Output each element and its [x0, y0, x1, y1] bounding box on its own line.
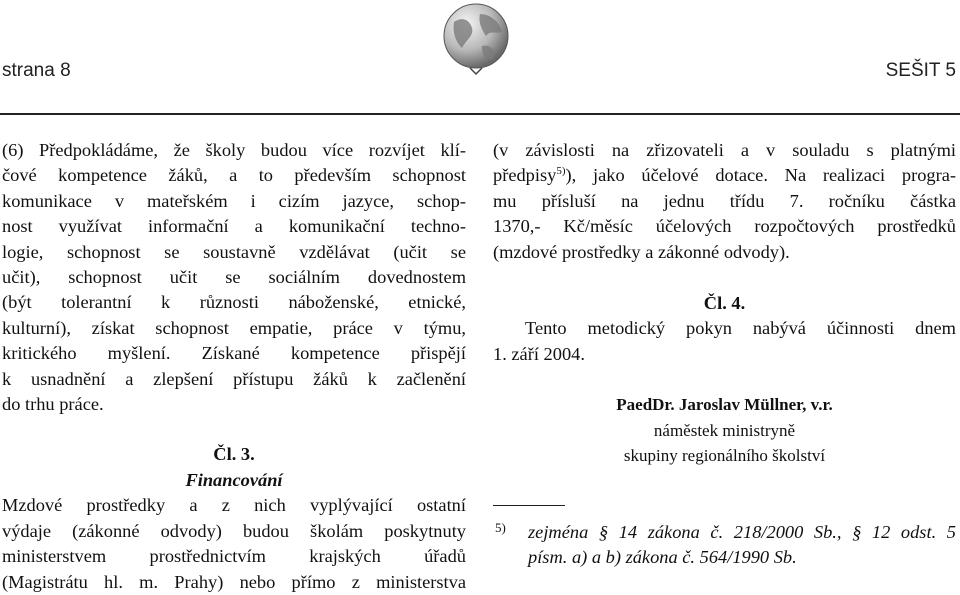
left-column [2, 138, 466, 595]
signature-name: PaedDr. Jaroslav Müllner, v.r. [616, 395, 833, 415]
para6-line: učit), schopnost učit se sociálním dovednostem [2, 267, 466, 288]
article3-title: Čl. 3. [213, 444, 255, 465]
para6-line: kritického myšlení. Získané kompetence přispějí [2, 343, 466, 364]
para6-line: k usnadnění a zlepšení přístupu žáků k začlenění [2, 368, 466, 389]
article3-line: ministerstvem prostřednictvím krajských úřadů [2, 546, 466, 567]
globe-logo-icon [440, 0, 512, 76]
footnote-line: zejména § 14 zákona č. 218/2000 Sb., § 12 odst. 5 [528, 522, 956, 542]
article4-line: 1. září 2004. [493, 343, 585, 364]
continuation-line: mu přísluší na jednu třídu 7. ročníku částka [493, 190, 956, 211]
continuation-text: předpisy [493, 165, 557, 186]
para6-line: (být tolerantní k různosti náboženské, etnické, [2, 292, 466, 313]
page-number: strana 8 [2, 60, 71, 81]
article4-title: Čl. 4. [703, 293, 746, 314]
footnote-rule [493, 505, 565, 506]
article3-line: (Magistrátu hl. m. Prahy) nebo přímo z ministerstva [2, 571, 466, 592]
para6-line: logie, schopnost se soustavně vzdělávat (učit se [2, 241, 466, 262]
issue-label: SEŠIT 5 [885, 60, 956, 81]
footnote-ref: 5) [556, 165, 566, 178]
right-column [493, 138, 956, 468]
continuation-text: ), jako účelové dotace. Na realizaci progra- [565, 165, 956, 186]
signature-role: náměstek ministryně [653, 420, 796, 440]
continuation-line: 1370,- Kč/měsíc účelových rozpočtových prostředků [493, 216, 956, 237]
article3-subtitle: Financování [185, 469, 283, 490]
header-rule [0, 113, 960, 115]
continuation-line [493, 163, 956, 188]
para6-line: do trhu práce. [2, 394, 104, 415]
article3-line: Mzdové prostředky a z nich vyplývající ostatní [2, 495, 466, 516]
footnote-line: písm. a) a b) zákona č. 564/1990 Sb. [528, 547, 797, 568]
para6-line: (6) Předpokládáme, že školy budou více rozvíjet klí- [2, 140, 466, 160]
continuation-line: (v závislosti na zřizovateli a v souladu s platnými [493, 140, 956, 160]
para6-line: nost využívat informační a komunikační techno- [2, 216, 466, 237]
continuation-line: (mzdové prostředky a zákonné odvody). [493, 241, 790, 262]
para6-line: komunikace v mateřském i cizím jazyce, schop- [2, 190, 466, 211]
para6-line: čové kompetence žáků, a to především schopnost [2, 165, 466, 186]
footnote-text [528, 520, 956, 571]
para6-line: kulturní), získat schopnost empatie, práce v týmu, [2, 317, 466, 338]
signature-role: skupiny regionálního školství [623, 446, 826, 466]
footnote-number: 5) [495, 520, 506, 535]
article4-line: Tento metodický pokyn nabývá účinnosti dnem [525, 318, 956, 339]
article3-line: výdaje (zákonné odvody) budou školám poskytnuty [2, 520, 466, 541]
